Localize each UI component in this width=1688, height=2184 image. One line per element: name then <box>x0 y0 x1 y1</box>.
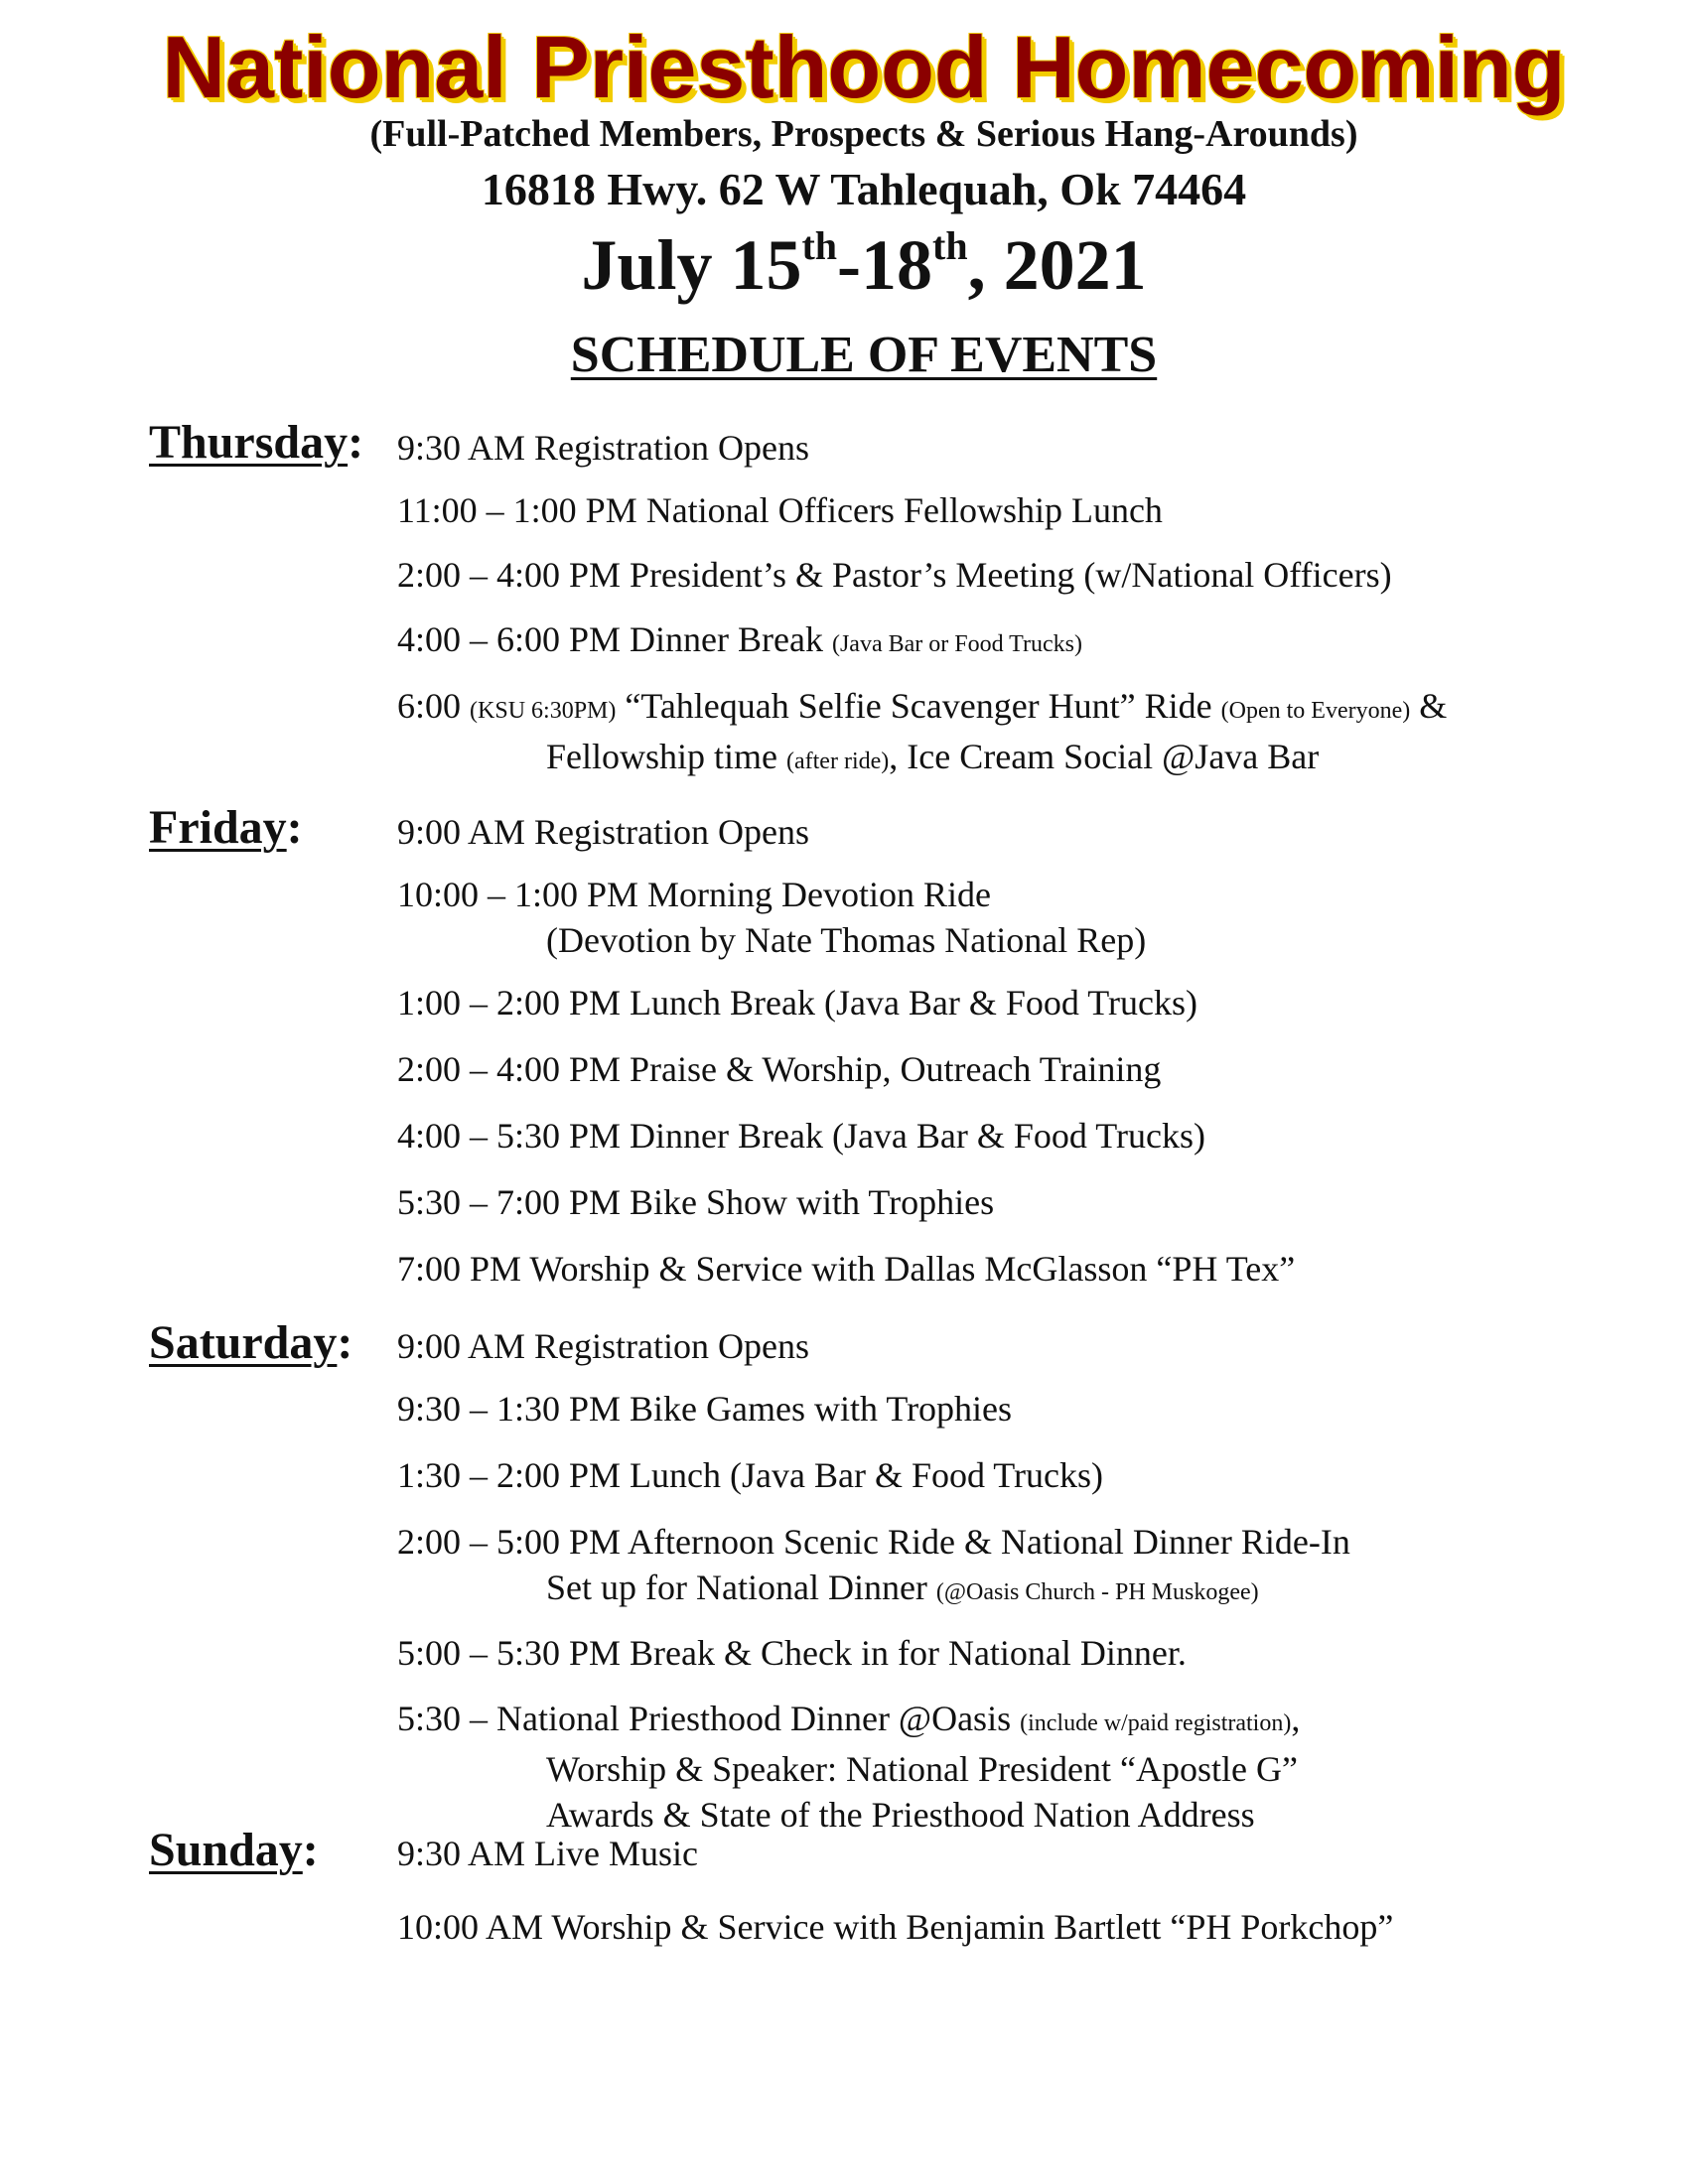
event-item: 4:00 – 5:30 PM Dinner Break (Java Bar & Food Trucks) <box>397 1116 1205 1156</box>
day-sunday <box>149 1823 319 1878</box>
event-note: (Open to Everyone) <box>1220 698 1411 724</box>
event-text: 4:00 – 6:00 PM Dinner Break <box>397 619 832 659</box>
event-item: 7:00 PM Worship & Service with Dallas McGlasson “PH Tex” <box>397 1249 1296 1289</box>
event-item: 9:30 AM Live Music <box>397 1834 698 1873</box>
event-text: Fellowship time <box>546 737 786 776</box>
day-colon: : <box>337 1316 353 1369</box>
dates-part1: July 15 <box>581 225 802 305</box>
event-text: Awards & State of the Priesthood Nation Address <box>546 1795 1255 1835</box>
schedule-heading <box>0 326 1688 385</box>
event-item: 2:00 – 4:00 PM President’s & Pastor’s Meeting (w/National Officers) <box>397 555 1392 595</box>
day-name: Thursday <box>149 416 349 469</box>
day-name: Friday <box>149 801 287 854</box>
event-subtitle: (Full-Patched Members, Prospects & Serious Hang-Arounds) <box>369 113 1358 155</box>
day-friday <box>149 800 303 856</box>
event-note: (@Oasis Church - PH Muskogee) <box>935 1579 1259 1605</box>
event-text: Worship & Speaker: National President “Apostle G” <box>546 1749 1298 1789</box>
event-text: (Devotion by Nate Thomas National Rep) <box>546 920 1147 960</box>
event-item: 1:30 – 2:00 PM Lunch (Java Bar & Food Trucks) <box>397 1455 1103 1495</box>
event-address: 16818 Hwy. 62 W Tahlequah, Ok 74464 <box>481 164 1247 214</box>
day-name: Sunday <box>149 1824 303 1876</box>
event-item: 9:00 AM Registration Opens <box>397 1326 809 1366</box>
event-note: (after ride) <box>786 749 890 774</box>
event-item: 5:30 – 7:00 PM Bike Show with Trophies <box>397 1182 995 1222</box>
day-name: Saturday <box>149 1316 338 1369</box>
event-item: 11:00 – 1:00 PM National Officers Fellowship Lunch <box>397 490 1163 530</box>
event-title: National Priesthood Homecoming <box>162 18 1566 116</box>
event-text: , Ice Cream Social @Java Bar <box>889 737 1320 776</box>
dates-part3: , 2021 <box>967 225 1147 305</box>
event-item <box>397 1519 1350 1615</box>
event-text: & <box>1410 686 1448 726</box>
dates-sup1: th <box>801 223 838 268</box>
event-dates <box>0 223 1688 307</box>
event-text: , <box>1291 1699 1301 1738</box>
event-note: (KSU 6:30PM) <box>470 698 617 724</box>
event-text: Set up for National Dinner <box>546 1568 936 1607</box>
event-item: 9:30 – 1:30 PM Bike Games with Trophies <box>397 1389 1013 1429</box>
dates-sup2: th <box>932 223 968 268</box>
event-item <box>397 1696 1300 1838</box>
day-colon: : <box>286 801 303 854</box>
day-saturday <box>149 1315 352 1371</box>
event-text: 10:00 – 1:00 PM Morning Devotion Ride <box>397 875 992 914</box>
event-text: 6:00 <box>397 686 471 726</box>
event-note: (Java Bar or Food Trucks) <box>831 631 1082 657</box>
event-item <box>397 616 1082 667</box>
day-colon: : <box>348 416 364 469</box>
event-item: 5:00 – 5:30 PM Break & Check in for National Dinner. <box>397 1633 1187 1673</box>
day-thursday <box>149 415 363 471</box>
event-item: 1:00 – 2:00 PM Lunch Break (Java Bar & Food Trucks) <box>397 983 1197 1023</box>
event-item <box>397 683 1447 784</box>
event-item <box>397 872 1146 963</box>
event-item: 10:00 AM Worship & Service with Benjamin Bartlett “PH Porkchop” <box>397 1907 1394 1947</box>
event-text: “Tahlequah Selfie Scavenger Hunt” Ride <box>616 686 1221 726</box>
event-note: (include w/paid registration) <box>1020 1710 1292 1736</box>
day-colon: : <box>302 1824 319 1876</box>
event-text: 2:00 – 5:00 PM Afternoon Scenic Ride & National Dinner Ride-In <box>397 1522 1350 1562</box>
schedule-heading-text: SCHEDULE OF EVENTS <box>570 327 1158 383</box>
event-item: 2:00 – 4:00 PM Praise & Worship, Outreach Training <box>397 1049 1162 1089</box>
event-item: 9:30 AM Registration Opens <box>397 428 809 468</box>
event-text: 5:30 – National Priesthood Dinner @Oasis <box>397 1699 1021 1738</box>
event-item: 9:00 AM Registration Opens <box>397 812 809 852</box>
dates-part2: -18 <box>837 225 933 305</box>
